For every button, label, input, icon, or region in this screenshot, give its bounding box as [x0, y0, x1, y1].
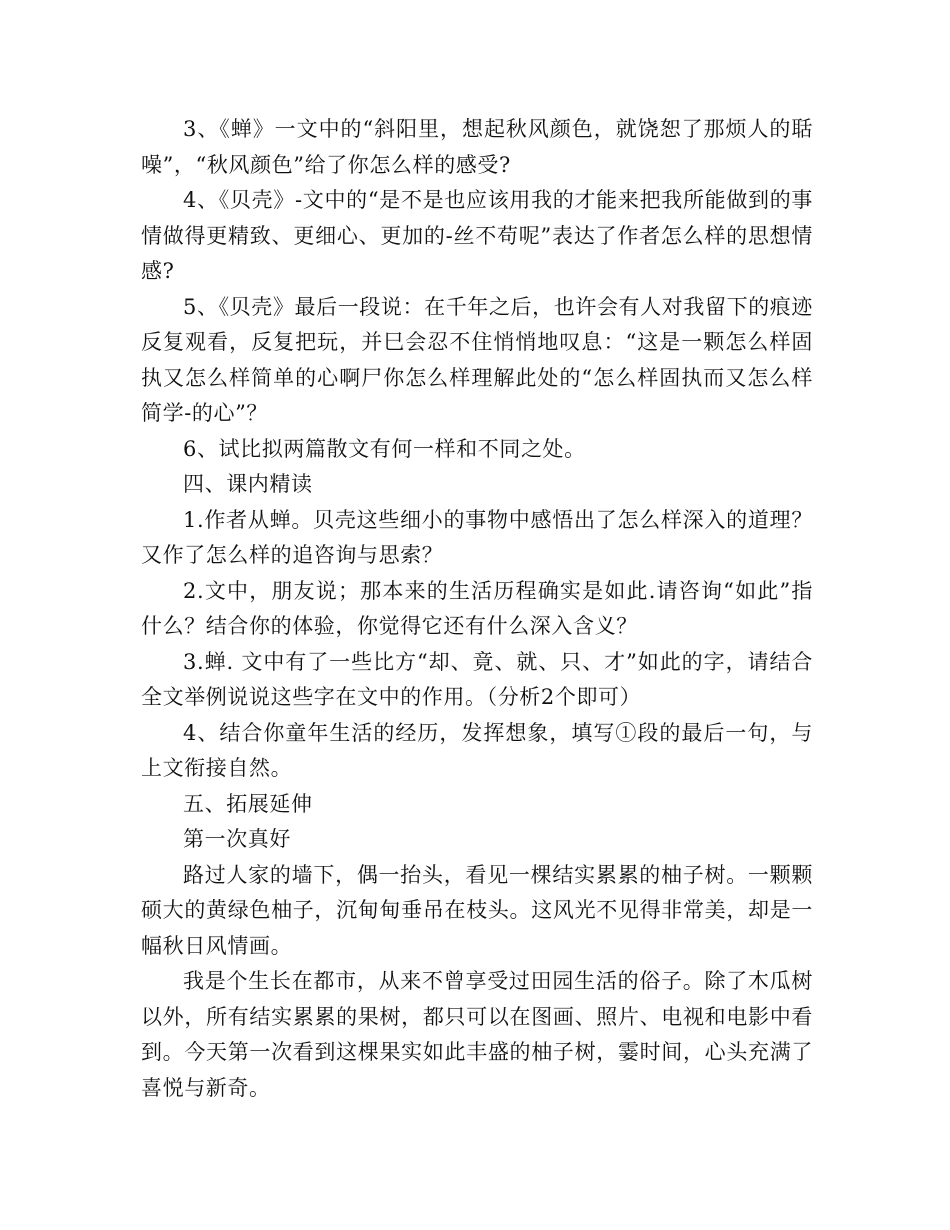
- question-6-compare-essays: 6、试比拟两篇散文有何一样和不同之处。: [183, 436, 586, 461]
- reading-question-1: 1.作者从蝉。贝壳这些细小的事物中感悟出了怎么样深入的道理？又作了怎么样的追咨询与思索？: [141, 507, 813, 567]
- section-heading-close-reading: 四、课内精读: [183, 472, 313, 496]
- article-title: 第一次真好: [183, 827, 291, 851]
- reading-question-2: 2.文中，朋友说；那本来的生活历程确实是如此.请咨询“如此”指什么？结合你的体验，你觉得它还有什么深入含义？: [141, 578, 813, 638]
- question-5-beike-last-paragraph: 5、《贝壳》最后一段说：在千年之后，也许会有人对我留下的痕迹反复观看，反复把玩，并巳会忍不住悄悄地叹息：“这是一颗怎么样固执又怎么样简单的心啊尸你怎么样理解此处的“怎么样固执而又怎么样简学-的心”？: [141, 294, 813, 425]
- article-paragraph-1: 路过人家的墙下，偶一抬头，看见一棵结实累累的柚子树。一颗颗硕大的黄绿色柚子，沉甸甸垂吊在枝头。这风光不见得非常美，却是一幅秋日风情画。: [141, 862, 813, 958]
- question-3-chan-autumn-color: 3、《蝉》一文中的“斜阳里，想起秋风颜色，就饶恕了那烦人的聒噪”，“秋风颜色”给了你怎么样的感受?: [141, 117, 813, 177]
- article-paragraph-2: 我是个生长在都市，从来不曾享受过田园生活的俗子。除了木瓜树以外，所有结实累累的果树，都只可以在图画、照片、电视和电影中看到。今天第一次看到这棵果实如此丰盛的柚子树，霎时间，心头充满了喜悦与新奇。: [141, 969, 813, 1100]
- section-heading-extension: 五、拓展延伸: [183, 791, 313, 816]
- reading-question-4: 4、结合你童年生活的经历，发挥想象，填写①段的最后一句，与上文衔接自然。: [141, 720, 813, 780]
- document-body: [141, 112, 813, 1106]
- reading-question-3: 3.蝉. 文中有了一些比方“却、竟、就、只、才”如此的字，请结合全文举例说说这些字在文中的作用。（分析2个即可）: [141, 649, 813, 709]
- question-4-beike-feelings: 4、《贝壳》-文中的“是不是也应该用我的才能来把我所能做到的事情做得更精致、更细心、更加的-丝不苟呢”表达了作者怎么样的思想情感?: [141, 188, 813, 283]
